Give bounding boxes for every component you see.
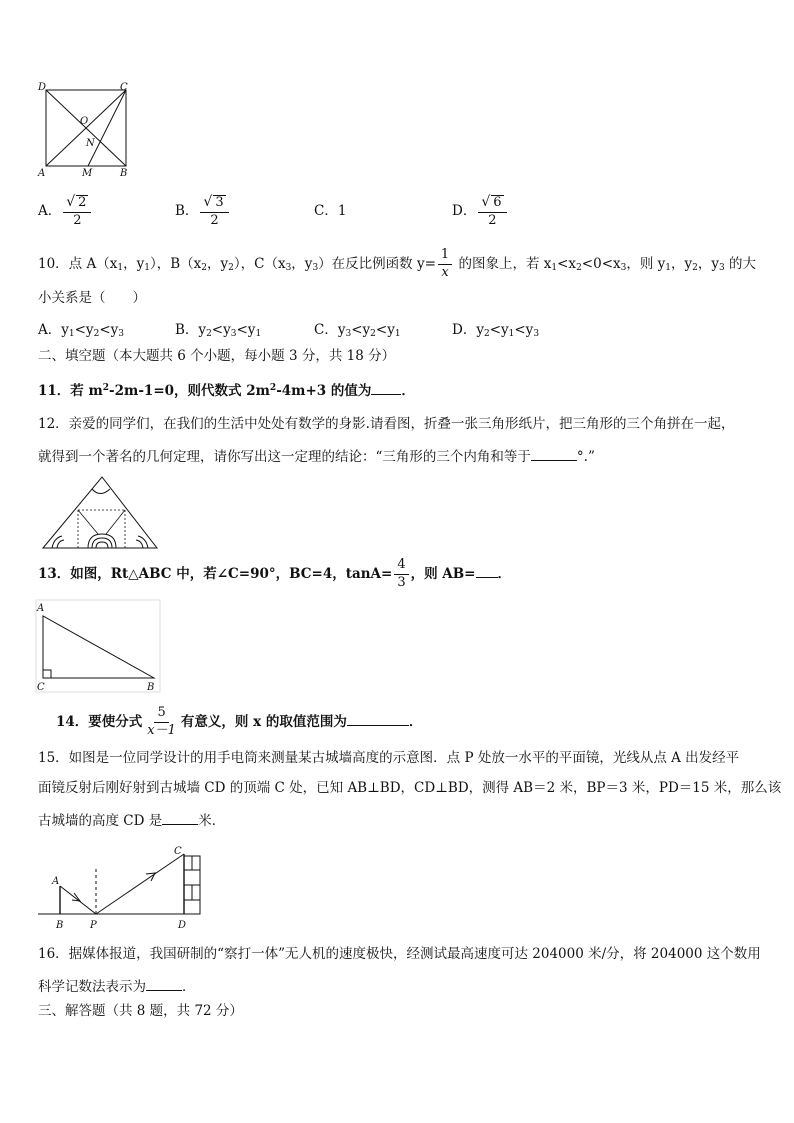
- q16-stem-line1: 16．据媒体报道，我国研制的“察打一体”无人机的速度极快，经测试最高速度可达 204000 米/分，将 204000 这个数用: [38, 946, 761, 962]
- q9-label-M: M: [82, 168, 93, 178]
- q14-answer-blank[interactable]: [347, 713, 409, 726]
- q15-label-P: P: [90, 920, 97, 931]
- q14-stem: 14．要使分式 $\frac{5}{x-1}$ 有意义，则 x 的取值范围为 ．: [56, 705, 423, 738]
- q12-triangle-figure: [40, 474, 160, 552]
- q15-wall-mirror-figure: [34, 842, 206, 934]
- q9-option-a: A． $\frac{√ 2}{2}$: [38, 194, 93, 229]
- q9-label-O: O: [80, 116, 89, 127]
- q10-stem-line2: 小关系是（ ）: [38, 290, 146, 306]
- q9-label-D: D: [38, 82, 47, 93]
- q16-stem-line2: 科学记数法表示为 ．: [38, 979, 196, 995]
- q15-label-D: D: [178, 920, 187, 931]
- q15-stem-line2: 面镜反射后刚好射到古城墙 CD 的顶端 C 处，已知 AB⊥BD，CD⊥BD，测得 AB＝2 米，BP＝3 米，PD＝15 米，那么该: [38, 780, 782, 796]
- section-2-heading: 二、填空题（本大题共 6 个小题，每小题 3 分，共 18 分）: [38, 348, 396, 364]
- q13-label-C: C: [37, 682, 45, 693]
- q13-stem: 13．如图，Rt△ABC 中，若∠C=90°，BC=4，tanA= $\frac{4}{3}$ ，则 AB= ．: [38, 557, 511, 590]
- q9-label-C: C: [120, 82, 128, 93]
- q12-stem-line1: 12．亲爱的同学们，在我们的生活中处处有数学的身影.请看图，折叠一张三角形纸片，把三角形的三个角拼在一起，: [38, 416, 735, 432]
- q10-option-b: B．$y_2<y_3<y_1$: [175, 322, 262, 339]
- q13-answer-blank[interactable]: [476, 565, 498, 578]
- q11-stem: 11．若 $m^2-2m-1=0$，则代数式 $2m^2-4m+3$ 的值为 ．: [38, 383, 415, 399]
- section-3-heading: 三、解答题（共 8 题，共 72 分）: [38, 1003, 243, 1019]
- q10-option-c: C．$y_3<y_2<y_1$: [314, 322, 401, 339]
- q15-label-B: B: [56, 920, 64, 931]
- q15-stem-line1: 15．如图是一位同学设计的用手电筒来测量某古城墙高度的示意图．点 P 处放一水平的平面镜，光线从点 A 出发经平: [38, 750, 740, 766]
- q15-stem-line3: 古城墙的高度 CD 是 米．: [38, 813, 226, 829]
- q12-stem-line2: 就得到一个著名的几何定理，请你写出这一定理的结论：“三角形的三个内角和等于 °.”: [38, 449, 595, 465]
- q9-label-N: N: [86, 138, 95, 149]
- q16-answer-blank[interactable]: [146, 978, 182, 991]
- q9-option-b: B． $\frac{√ 3}{2}$: [175, 194, 231, 229]
- q10-option-d: D．$y_2<y_1<y_3$: [452, 322, 540, 339]
- q13-right-triangle-figure: [34, 598, 164, 694]
- q9-label-A: A: [38, 168, 46, 178]
- q9-option-d: D． $\frac{√ 6}{2}$: [452, 194, 509, 229]
- q11-answer-blank[interactable]: [371, 382, 401, 395]
- q10-stem: 10．点 $A(x_1$，$y_1$），$B(x_2$，$y_2$），$C(x_3$，$y_3$）在反比例函数 y= $\frac{1}{x}$ 的图象上，若 $x_1<x_2<0<x_3$，则 $y_1$，$y_2$，$y_3$ 的大: [38, 247, 757, 280]
- q12-answer-blank[interactable]: [531, 448, 577, 461]
- q13-label-A: A: [37, 603, 45, 614]
- q9-label-B: B: [120, 168, 128, 178]
- q15-answer-blank[interactable]: [162, 812, 198, 825]
- q10-option-a: A．$y_1<y_2<y_3$: [38, 322, 124, 339]
- q13-label-B: B: [147, 682, 155, 693]
- q15-label-C: C: [174, 846, 182, 857]
- q15-label-A: A: [52, 876, 60, 887]
- q9-option-c: C．1: [314, 203, 347, 219]
- q9-square-figure: [34, 80, 134, 178]
